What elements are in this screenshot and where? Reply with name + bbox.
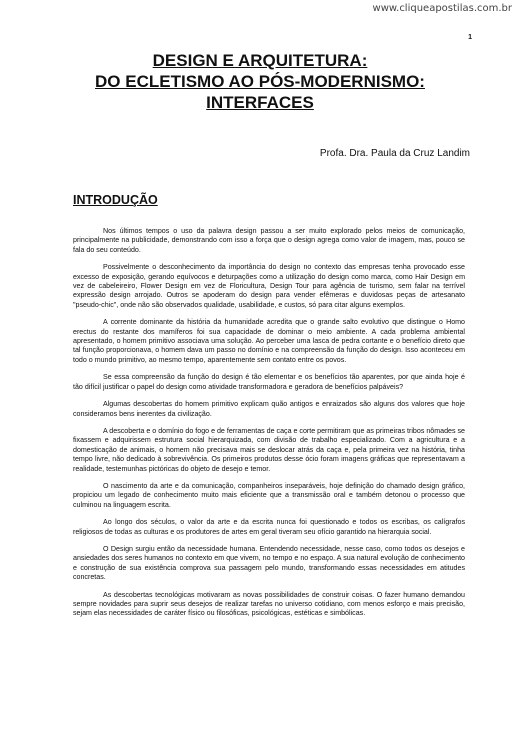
watermark-url: www.cliqueapostilas.com.br — [372, 3, 512, 14]
title-line: INTERFACES — [206, 93, 314, 112]
section-heading: INTRODUÇÃO — [73, 193, 158, 207]
page-number: 1 — [468, 34, 472, 41]
paragraph: Se essa compreensão da função do design é tão elementar e os benefícios tão aparentes, por que ainda hoje é tão difícil justificar o papel do design como atividade transformadora e geradora de benefícios palpáveis? — [73, 373, 465, 391]
paragraph: Possivelmente o desconhecimento da importância do design no contexto das empresas tenha provocado esse excesso de exposição, gerando equívocos e deturpações como a utilização do design como marca, como Hair Design em vez de cabeleireiro, Flower Design em vez de Floricultura, Design Tour para agência de turismo, sem falar na terrível expressão design arrojado. Outros se apoderam do design para vender efêmeras e duvidosas peças de artesanato "pseudo-chic", onde não são observados qualidade, usabilidade, e custos, só para citar alguns exemplos. — [73, 263, 465, 309]
paragraph: As descobertas tecnológicas motivaram as novas possibilidades de construir coisas. O fazer humano demandou sempre novidades para suprir seus desejos de realizar tarefas no universo cotidiano, com menos esforço e mais precisão, sejam elas necessidades de caráter físico ou filosóficas, psicológicas, estéticas e simbólicas. — [73, 590, 465, 618]
title-line: DO ECLETISMO AO PÓS-MODERNISMO: — [95, 72, 425, 91]
title-line: DESIGN E ARQUITETURA: — [152, 51, 368, 70]
paragraph: Algumas descobertas do homem primitivo explicam quão antigos e enraizados são alguns dos valores que hoje consideramos bens inerentes da civilização. — [73, 400, 465, 418]
document-title — [40, 50, 480, 113]
paragraph: A corrente dominante da história da humanidade acredita que o grande salto evolutivo que distingue o Homo erectus do restante dos mamíferos foi sua capacidade de dominar o meio ambiente. A cada problema ambiental apresentado, o homem primitivo associava uma solução. Ao perceber uma lasca de pedra cortante e o benefício direto que tal função proporcionava, o homem dava um passo no domínio e na compreensão da função do design. Isso aconteceu em todo o mundo primitivo, ao mesmo tempo, aparentemente sem contato entre os povos. — [73, 318, 465, 364]
paragraph: O nascimento da arte e da comunicação, companheiros inseparáveis, hoje definição do chamado design gráfico, propiciou um legado de conhecimento muito mais eficiente que a transmissão oral e também detonou o processo que culminou na linguagem escrita. — [73, 481, 465, 509]
author-name: Profa. Dra. Paula da Cruz Landim — [319, 148, 470, 159]
body-text — [73, 227, 465, 627]
paragraph: A descoberta e o domínio do fogo e de ferramentas de caça e corte permitiram que as primeiras tribos nômades se fixassem e adquirissem estrutura social hierarquizada, com divisão de trabalho especializado. Com a agricultura e a domesticação de animais, o homem não precisava mais se deslocar atrás da caça e, pela primeira vez na história, tinha tempo livre, não dedicado à sobrevivência. Os primeiros produtos desse ócio foram imagens gráficas que representavam a realidade, testemunhas pictóricas do objeto de desejo e temor. — [73, 426, 465, 473]
paragraph: Nos últimos tempos o uso da palavra design passou a ser muito explorado pelos meios de comunicação, principalmente na publicidade, demonstrando com isso a força que o design agrega como valor de imagem, mas, pouco se fala do seu conteúdo. — [73, 227, 465, 254]
paragraph: O Design surgiu então da necessidade humana. Entendendo necessidade, nesse caso, como todos os desejos e ansiedades dos seres humanos no contexto em que vivem, no tempo e no espaço. A sua natural evolução de conhecimento e construção de sua existência comprova sua passagem pelo mundo, transformando essas necessidades em atitudes concretas. — [73, 544, 465, 582]
paragraph: Ao longo dos séculos, o valor da arte e da escrita nunca foi questionado e todos os escribas, os calígrafos religiosos de todas as culturas e os produtores de artes em geral tiveram seu ofício garantido na hierarquia social. — [73, 518, 465, 536]
